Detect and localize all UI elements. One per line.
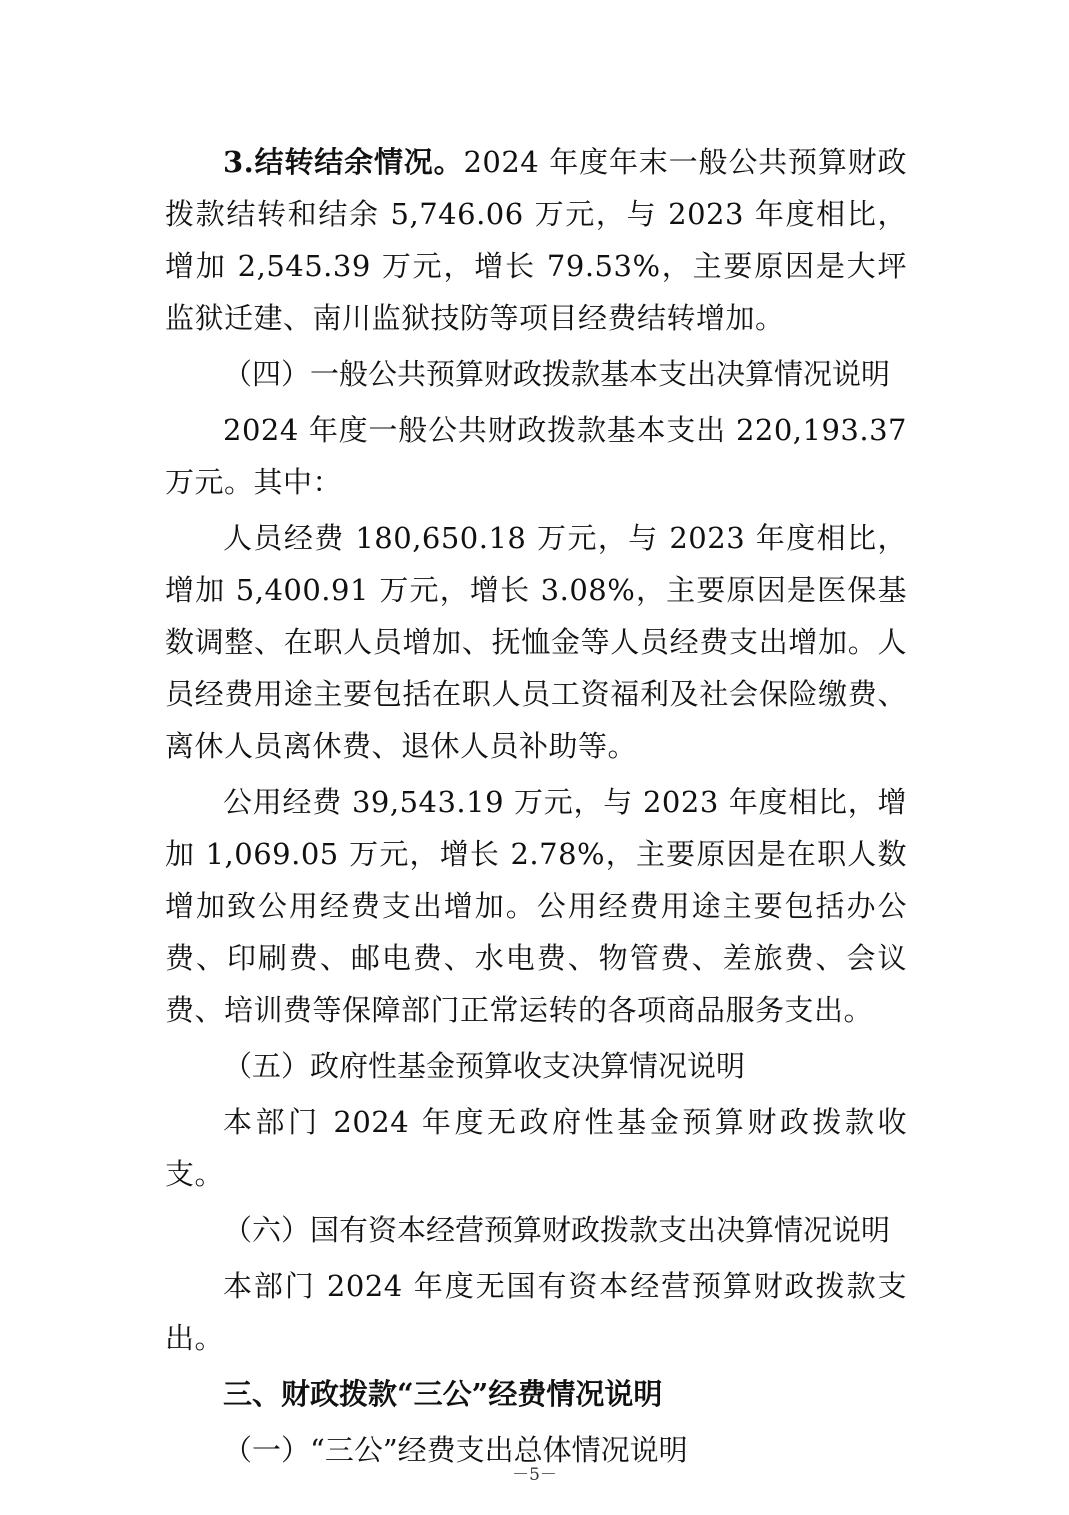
carryover-lead: 3.结转结余情况。: [223, 145, 464, 179]
carryover-paragraph: [165, 136, 907, 344]
state-capital-paragraph: 本部门 2024 年度无国有资本经营预算财政拨款支出。: [165, 1269, 907, 1355]
public-expense-paragraph: 公用经费 39,543.19 万元，与 2023 年度相比，增加 1,069.05 万元，增长 2.78%，主要原因是在职人数增加致公用经费支出增加。公用经费用途主要包括办公费、印刷费、邮电费、水电费、物管费、差旅费、会议费、培训费等保障部门正常运转的各项商品服务支出。: [165, 785, 907, 1027]
section-heading-6: （六）国有资本经营预算财政拨款支出决算情况说明: [223, 1213, 891, 1247]
fund-budget-paragraph: 本部门 2024 年度无政府性基金预算财政拨款收支。: [165, 1105, 907, 1191]
section-heading-4: （四）一般公共预算财政拨款基本支出决算情况说明: [223, 357, 891, 391]
carryover-text: 2024 年度年末一般公共预算财政拨款结转和结余 5,746.06 万元，与 2023 年度相比，增加 2,545.39 万元，增长 79.53%，主要原因是大坪监狱迁建、南川监狱技防等项目经费结转增加。: [165, 145, 907, 335]
basic-expenditure-paragraph: 2024 年度一般公共财政拨款基本支出 220,193.37 万元。其中：: [165, 413, 907, 499]
section-heading-5: （五）政府性基金预算收支决算情况说明: [223, 1049, 746, 1083]
sub-heading-three-public: （一）“三公”经费支出总体情况说明: [223, 1433, 688, 1467]
major-heading-three: 三、财政拨款“三公”经费情况说明: [223, 1377, 663, 1411]
page-body: [165, 136, 907, 1480]
personnel-expense-paragraph: 人员经费 180,650.18 万元，与 2023 年度相比，增加 5,400.91 万元，增长 3.08%，主要原因是医保基数调整、在职人员增加、抚恤金等人员经费支出增加。人员经费用途主要包括在职人员工资福利及社会保险缴费、离休人员离休费、退休人员补助等。: [165, 521, 907, 763]
page-number: －5－: [512, 1465, 557, 1485]
